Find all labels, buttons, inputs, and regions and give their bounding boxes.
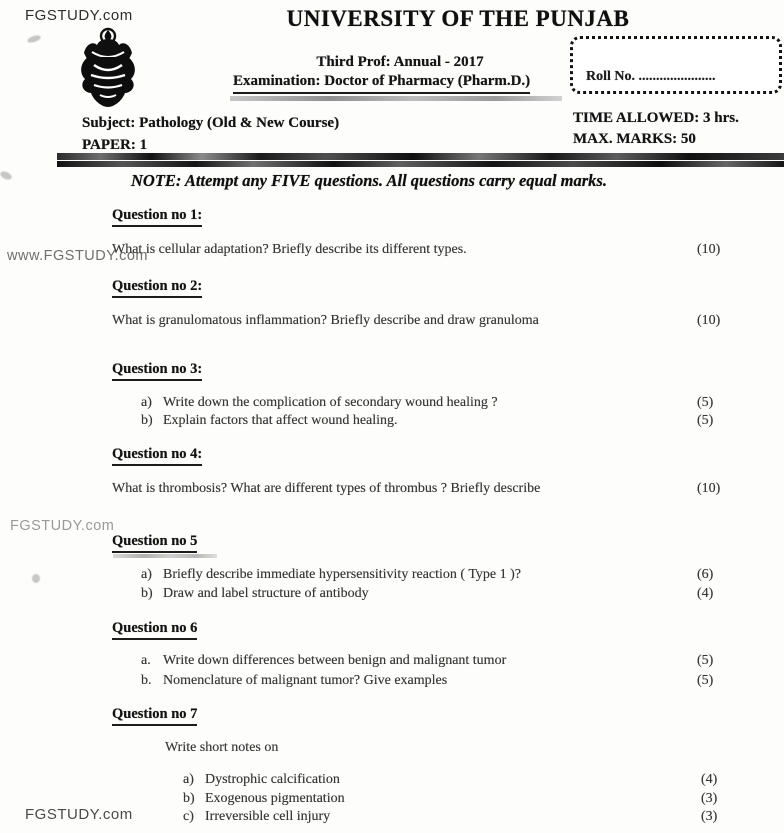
scan-ghost-underline bbox=[113, 554, 217, 558]
question-2-marks: (10) bbox=[697, 313, 721, 328]
watermark-top: FGSTUDY.com bbox=[25, 7, 133, 24]
item-text: Draw and label structure of antibody bbox=[163, 586, 369, 601]
item-text: Explain factors that affect wound healing. bbox=[163, 413, 398, 428]
question-7-heading: Question no 7 bbox=[112, 706, 197, 726]
university-title: UNIVERSITY OF THE PUNJAB bbox=[286, 6, 630, 31]
question-6-item-b bbox=[0, 673, 784, 692]
question-3-item-b bbox=[0, 413, 784, 432]
divider-rule bbox=[57, 161, 784, 167]
divider-rule bbox=[57, 153, 784, 160]
paper-line: PAPER: 1 bbox=[82, 137, 148, 153]
item-label: b. bbox=[141, 673, 152, 688]
question-2-body bbox=[0, 313, 784, 332]
item-text: Dystrophic calcification bbox=[205, 772, 340, 787]
item-text: Write down differences between benign and malignant tumor bbox=[163, 653, 507, 668]
item-text: Write down the complication of secondary wound healing ? bbox=[163, 395, 498, 410]
question-3-heading: Question no 3: bbox=[112, 361, 202, 381]
session-line: Third Prof: Annual - 2017 bbox=[316, 54, 484, 70]
question-2-heading: Question no 2: bbox=[112, 278, 202, 298]
item-marks: (6) bbox=[697, 567, 714, 582]
question-7-item-b bbox=[0, 791, 784, 810]
crest-icon bbox=[76, 27, 140, 113]
roll-no-box bbox=[570, 36, 782, 94]
roll-no-label: Roll No. ...................... bbox=[586, 69, 716, 84]
question-4-body bbox=[0, 481, 784, 500]
scan-ghost-bar bbox=[230, 96, 562, 101]
item-label: a) bbox=[141, 567, 152, 582]
item-marks: (5) bbox=[697, 413, 714, 428]
item-marks: (4) bbox=[697, 586, 714, 601]
item-label: c) bbox=[183, 809, 194, 824]
note-line: NOTE: Attempt any FIVE questions. All questions carry equal marks. bbox=[131, 171, 607, 190]
question-7-item-c bbox=[0, 809, 784, 828]
item-label: b) bbox=[183, 791, 195, 806]
subject-line: Subject: Pathology (Old & New Course) bbox=[82, 115, 340, 131]
question-7-item-a bbox=[0, 772, 784, 791]
max-marks: MAX. MARKS: 50 bbox=[573, 131, 696, 147]
question-1-marks: (10) bbox=[697, 242, 721, 257]
question-6-item-a bbox=[0, 653, 784, 672]
item-marks: (3) bbox=[701, 809, 718, 824]
examination-line: Examination: Doctor of Pharmacy (Pharm.D.) bbox=[233, 73, 530, 94]
item-label: a. bbox=[141, 653, 151, 668]
question-4-marks: (10) bbox=[697, 481, 721, 496]
scan-smudge bbox=[26, 34, 41, 44]
question-4-heading: Question no 4: bbox=[112, 446, 202, 466]
watermark-bottom: FGSTUDY.com bbox=[25, 806, 133, 823]
question-5-heading: Question no 5 bbox=[112, 533, 197, 553]
item-text: Irreversible cell injury bbox=[205, 809, 331, 824]
question-1-text: What is cellular adaptation? Briefly describe its different types. bbox=[112, 242, 467, 257]
item-text: Nomenclature of malignant tumor? Give examples bbox=[163, 673, 448, 688]
question-4-text: What is thrombosis? What are different types of thrombus ? Briefly describe bbox=[112, 481, 541, 496]
question-5-item-b bbox=[0, 586, 784, 605]
question-1-heading: Question no 1: bbox=[112, 207, 202, 227]
item-text: Briefly describe immediate hypersensitivity reaction ( Type 1 )? bbox=[163, 567, 521, 582]
university-crest-logo bbox=[76, 27, 140, 113]
item-text: Exogenous pigmentation bbox=[205, 791, 345, 806]
item-label: b) bbox=[141, 586, 153, 601]
scan-smudge bbox=[0, 170, 13, 181]
question-5-item-a bbox=[0, 567, 784, 586]
question-6-heading: Question no 6 bbox=[112, 620, 197, 640]
question-3-item-a bbox=[0, 395, 784, 414]
question-2-text: What is granulomatous inflammation? Briefly describe and draw granuloma bbox=[112, 313, 539, 328]
intro-text: Write short notes on bbox=[165, 740, 279, 755]
item-marks: (5) bbox=[697, 395, 714, 410]
item-label: a) bbox=[141, 395, 152, 410]
item-marks: (3) bbox=[701, 791, 718, 806]
item-marks: (5) bbox=[697, 673, 714, 688]
item-marks: (4) bbox=[701, 772, 718, 787]
watermark-mid-www: www.FGSTUDY.com bbox=[7, 248, 148, 264]
question-1-body bbox=[0, 242, 784, 261]
item-label: b) bbox=[141, 413, 153, 428]
item-marks: (5) bbox=[697, 653, 714, 668]
watermark-mid: FGSTUDY.com bbox=[10, 518, 115, 534]
item-label: a) bbox=[183, 772, 194, 787]
question-7-intro bbox=[0, 740, 784, 759]
time-allowed: TIME ALLOWED: 3 hrs. bbox=[573, 110, 739, 126]
